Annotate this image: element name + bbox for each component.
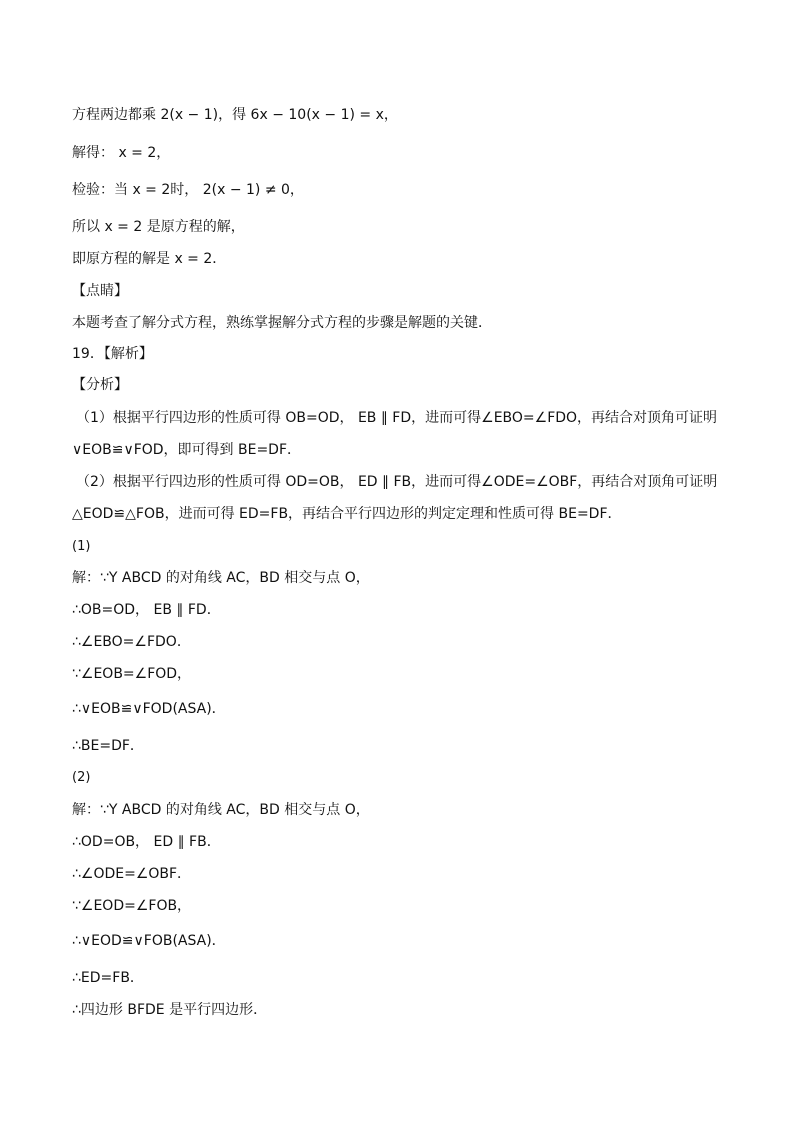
text-line: 方程两边都乘 2(x − 1)，得 6x − 10(x − 1) = x， (72, 107, 398, 123)
part-label: (1) (72, 539, 91, 554)
part-label: (2) (72, 770, 91, 785)
section-heading: 【分析】 (72, 377, 128, 393)
text-line: 检验：当 x = 2时， 2(x − 1) ≠ 0， (72, 182, 304, 198)
section-heading: 【点睛】 (72, 283, 128, 299)
text-line: 本题考查了解分式方程，熟练掌握解分式方程的步骤是解题的关键． (72, 315, 492, 331)
text-line: 即原方程的解是 x = 2． (72, 251, 227, 267)
text-line: ∴∠ODE=∠OBF． (72, 866, 192, 882)
text-line: 解：∵Y ABCD 的对角线 AC，BD 相交与点 O， (72, 570, 370, 586)
text-line: ∵∠EOD=∠FOB， (72, 898, 192, 914)
text-line: ∴OD=OB， ED ∥ FB． (72, 834, 221, 850)
text-line: 解得： x = 2， (72, 145, 171, 161)
text-line: ∴∠EBO=∠FDO． (72, 634, 191, 650)
text-line: 所以 x = 2 是原方程的解， (72, 219, 245, 235)
text-line: ∴BE=DF． (72, 738, 144, 754)
text-line: ∴∨EOB≌∨FOD(ASA)． (72, 701, 226, 717)
text-line: ∴∨EOD≌∨FOB(ASA)． (72, 933, 226, 949)
text-line: （2）根据平行四边形的性质可得 OD=OB， ED ∥ FB，进而可得∠ODE=∠OBF，再结合对顶角可证明 (76, 474, 718, 490)
text-line: （1）根据平行四边形的性质可得 OB=OD， EB ∥ FD，进而可得∠EBO=∠FDO，再结合对顶角可证明 (76, 410, 718, 426)
text-line: ∴四边形 BFDE 是平行四边形． (72, 1002, 268, 1018)
text-line: △EOD≌△FOB，进而可得 ED=FB，再结合平行四边形的判定定理和性质可得 BE=DF． (72, 506, 622, 522)
text-line: 解：∵Y ABCD 的对角线 AC，BD 相交与点 O， (72, 802, 370, 818)
question-heading: 19．【解析】 (72, 346, 153, 362)
text-line: ∨EOB≌∨FOD，即可得到 BE=DF． (72, 442, 302, 458)
text-line: ∵∠EOB=∠FOD， (72, 666, 192, 682)
text-line: ∴OB=OD， EB ∥ FD． (72, 602, 221, 618)
text-line: ∴ED=FB． (72, 970, 144, 986)
